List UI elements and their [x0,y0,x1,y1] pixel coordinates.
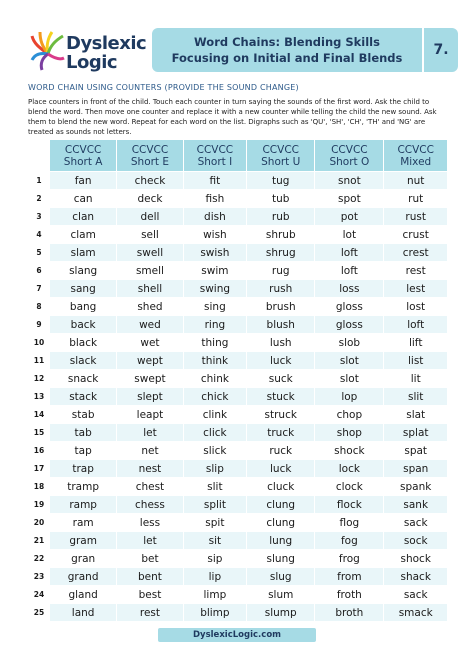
row-number: 6 [36,266,42,275]
table-row [29,388,447,405]
column-header-line-2: Short U [261,155,301,168]
word-cell: swept [117,370,182,387]
word-cell: truck [247,424,314,441]
word-cell: dell [117,208,182,225]
word-cell: click [184,424,247,441]
table-row [29,244,447,261]
word-cell: luck [247,460,314,477]
word-cell: land [50,604,116,621]
word-cell: struck [247,406,314,423]
row-number: 20 [33,518,45,527]
word-cell: slung [247,550,314,567]
row-number: 13 [33,392,45,401]
table-row [29,478,447,495]
table-row [29,316,447,333]
row-number: 25 [33,608,45,617]
table-row [29,532,447,549]
word-cell: slug [247,568,314,585]
word-cell: fog [315,532,383,549]
word-cell: bent [117,568,182,585]
word-cell: nest [117,460,182,477]
sheet-number: 7. [424,28,458,72]
word-cell: smell [117,262,182,279]
table-body [29,172,447,621]
page-title [152,28,422,72]
word-cell: tramp [50,478,116,495]
word-cell: crust [384,226,447,243]
column-header-line-1: CCVCC [196,143,234,156]
table-row [29,568,447,585]
row-number: 14 [33,410,45,419]
word-cell: snot [315,172,383,189]
word-cell: shock [315,442,383,459]
word-cell: lit [384,370,447,387]
word-cell: spat [384,442,447,459]
word-cell: sock [384,532,447,549]
word-cell: think [184,352,247,369]
word-cell: smack [384,604,447,621]
word-cell: slang [50,262,116,279]
word-cell: let [117,424,182,441]
word-cell: chess [117,496,182,513]
column-header [117,140,182,171]
word-cell: swing [184,280,247,297]
row-number: 10 [33,338,45,347]
word-cell: blimp [184,604,247,621]
section-subtitle: WORD CHAIN USING COUNTERS (PROVIDE THE SOUND CHANGE) [28,83,299,92]
word-cell: tab [50,424,116,441]
word-cell: slick [184,442,247,459]
word-cell: sing [184,298,247,315]
word-cell: slept [117,388,182,405]
word-cell: fit [184,172,247,189]
table-row [29,604,447,621]
word-cell: lop [315,388,383,405]
table-row [29,406,447,423]
word-cell: sack [384,586,447,603]
word-cell: shed [117,298,182,315]
word-cell: slob [315,334,383,351]
word-cell: slit [384,388,447,405]
row-number: 19 [33,500,45,509]
word-cell: gland [50,586,116,603]
word-cell: shrub [247,226,314,243]
table-row [29,442,447,459]
instructions-text: Place counters in front of the child. Touch each counter in turn saying the sounds of the first word. Ask the child to blend the word. Then move one counter and replace it with a new counter while telling the child the new sound. Ask them to blend the new word. Repeat for each word on the list. Digraphs such as 'QU', 'SH', 'CH', 'TH' and 'NG' are treated as sounds not letters. [28,98,437,136]
column-header [247,140,314,171]
word-cell: wed [117,316,182,333]
word-cell: fish [184,190,247,207]
word-cell: sell [117,226,182,243]
word-cell: best [117,586,182,603]
row-number: 5 [36,248,42,257]
word-cell: crest [384,244,447,261]
word-cell: slum [247,586,314,603]
word-cell: ring [184,316,247,333]
table-row [29,262,447,279]
word-cell: slot [315,352,383,369]
word-cell: less [117,514,182,531]
word-cell: fan [50,172,116,189]
word-cell: stuck [247,388,314,405]
row-number: 16 [33,446,45,455]
word-cell: shack [384,568,447,585]
header-blank [29,140,49,171]
word-cell: tub [247,190,314,207]
table-row [29,496,447,513]
word-cell: lot [315,226,383,243]
table-row [29,298,447,315]
word-cell: gloss [315,298,383,315]
word-cell: slat [384,406,447,423]
table-row [29,514,447,531]
word-cell: can [50,190,116,207]
row-number: 8 [36,302,42,311]
word-cell: lung [247,532,314,549]
table-row [29,550,447,567]
word-cell: wet [117,334,182,351]
word-cell: split [184,496,247,513]
word-cell: shell [117,280,182,297]
word-cell: shock [384,550,447,567]
word-cell: stab [50,406,116,423]
row-number: 3 [36,212,42,221]
word-cell: ruck [247,442,314,459]
row-number: 22 [33,554,45,563]
row-number: 2 [36,194,42,203]
column-header-line-2: Short A [63,155,103,168]
logo-line-1: Dyslexic [66,33,147,54]
row-number: 17 [33,464,45,473]
title-line-1: Word Chains: Blending Skills [194,35,380,49]
word-cell: flock [315,496,383,513]
column-header [50,140,116,171]
column-header [384,140,447,171]
word-cell: lift [384,334,447,351]
word-cell: slam [50,244,116,261]
word-cell: luck [247,352,314,369]
word-cell: chick [184,388,247,405]
table-row [29,190,447,207]
row-number: 24 [33,590,45,599]
row-number: 4 [36,230,42,239]
table-row [29,172,447,189]
word-cell: from [315,568,383,585]
header [22,28,458,78]
word-cell: sit [184,532,247,549]
column-header-line-2: Short E [130,155,170,168]
word-cell: deck [117,190,182,207]
row-number: 15 [33,428,45,437]
word-cell: rut [384,190,447,207]
word-cell: spank [384,478,447,495]
word-cell: check [117,172,182,189]
word-cell: clam [50,226,116,243]
word-cell: bet [117,550,182,567]
word-cell: ramp [50,496,116,513]
word-cell: chest [117,478,182,495]
word-cell: rust [384,208,447,225]
table-row [29,424,447,441]
word-cell: clung [247,514,314,531]
word-cell: net [117,442,182,459]
table-row [29,460,447,477]
logo-line-2: Logic [66,52,118,73]
word-cell: sack [384,514,447,531]
table-row [29,334,447,351]
word-cell: rest [384,262,447,279]
word-cell: grand [50,568,116,585]
column-header-line-2: Short O [329,155,370,168]
word-cell: ram [50,514,116,531]
word-cell: snack [50,370,116,387]
word-cell: rub [247,208,314,225]
word-cell: spit [184,514,247,531]
word-cell: gran [50,550,116,567]
word-cell: sip [184,550,247,567]
word-cell: list [384,352,447,369]
word-cell: wept [117,352,182,369]
word-cell: rug [247,262,314,279]
column-header-line-2: Short I [197,155,233,168]
word-cell: slack [50,352,116,369]
column-header-line-1: CCVCC [64,143,102,156]
row-number: 18 [33,482,45,491]
row-number: 23 [33,572,45,581]
word-cell: broth [315,604,383,621]
word-cell: let [117,532,182,549]
word-cell: clink [184,406,247,423]
title-line-2: Focusing on Initial and Final Blends [171,51,403,65]
word-cell: clock [315,478,383,495]
word-cell: leapt [117,406,182,423]
word-cell: sank [384,496,447,513]
column-header-line-1: CCVCC [131,143,169,156]
word-cell: loft [315,262,383,279]
word-cell: spot [315,190,383,207]
column-header-line-2: Mixed [400,155,432,168]
word-cell: flog [315,514,383,531]
word-cell: splat [384,424,447,441]
table-row [29,586,447,603]
rainbow-logo-icon [30,30,66,74]
word-cell: clan [50,208,116,225]
row-number: 1 [36,176,42,185]
logo-text [66,34,146,72]
table-row [29,226,447,243]
word-cell: span [384,460,447,477]
row-number: 9 [36,320,42,329]
word-cell: lock [315,460,383,477]
word-cell: slip [184,460,247,477]
word-cell: lush [247,334,314,351]
word-cell: suck [247,370,314,387]
word-cell: trap [50,460,116,477]
word-cell: swim [184,262,247,279]
table-row [29,352,447,369]
word-cell: nut [384,172,447,189]
word-cell: dish [184,208,247,225]
word-cell: rest [117,604,182,621]
word-cell: clung [247,496,314,513]
table-header-row [29,140,447,171]
word-cell: slump [247,604,314,621]
word-cell: brush [247,298,314,315]
word-cell: gram [50,532,116,549]
column-header-line-1: CCVCC [331,143,368,156]
word-cell: lost [384,298,447,315]
word-cell: swell [117,244,182,261]
row-number: 21 [33,536,45,545]
word-cell: shop [315,424,383,441]
word-cell: loss [315,280,383,297]
column-header [315,140,383,171]
word-cell: lest [384,280,447,297]
logo [22,28,152,78]
word-cell: sang [50,280,116,297]
word-cell: frog [315,550,383,567]
table-row [29,208,447,225]
word-cell: blush [247,316,314,333]
table-row [29,370,447,387]
word-cell: tap [50,442,116,459]
row-number: 12 [33,374,45,383]
column-header-line-1: CCVCC [397,143,434,156]
word-cell: chink [184,370,247,387]
word-cell: lip [184,568,247,585]
word-cell: back [50,316,116,333]
word-cell: slot [315,370,383,387]
row-number: 11 [33,356,45,365]
word-cell: froth [315,586,383,603]
table-row [29,280,447,297]
word-cell: tug [247,172,314,189]
word-cell: pot [315,208,383,225]
word-cell: loft [315,244,383,261]
word-cell: thing [184,334,247,351]
word-chain-table [28,139,448,622]
word-cell: cluck [247,478,314,495]
column-header-line-1: CCVCC [262,143,299,156]
word-cell: chop [315,406,383,423]
word-cell: wish [184,226,247,243]
row-number: 7 [36,284,42,293]
word-cell: limp [184,586,247,603]
word-cell: shrug [247,244,314,261]
word-cell: slit [184,478,247,495]
word-cell: loft [384,316,447,333]
word-cell: bang [50,298,116,315]
footer-url[interactable]: DyslexicLogic.com [158,628,316,642]
word-cell: swish [184,244,247,261]
word-cell: stack [50,388,116,405]
word-cell: gloss [315,316,383,333]
word-cell: rush [247,280,314,297]
word-cell: black [50,334,116,351]
column-header [184,140,247,171]
